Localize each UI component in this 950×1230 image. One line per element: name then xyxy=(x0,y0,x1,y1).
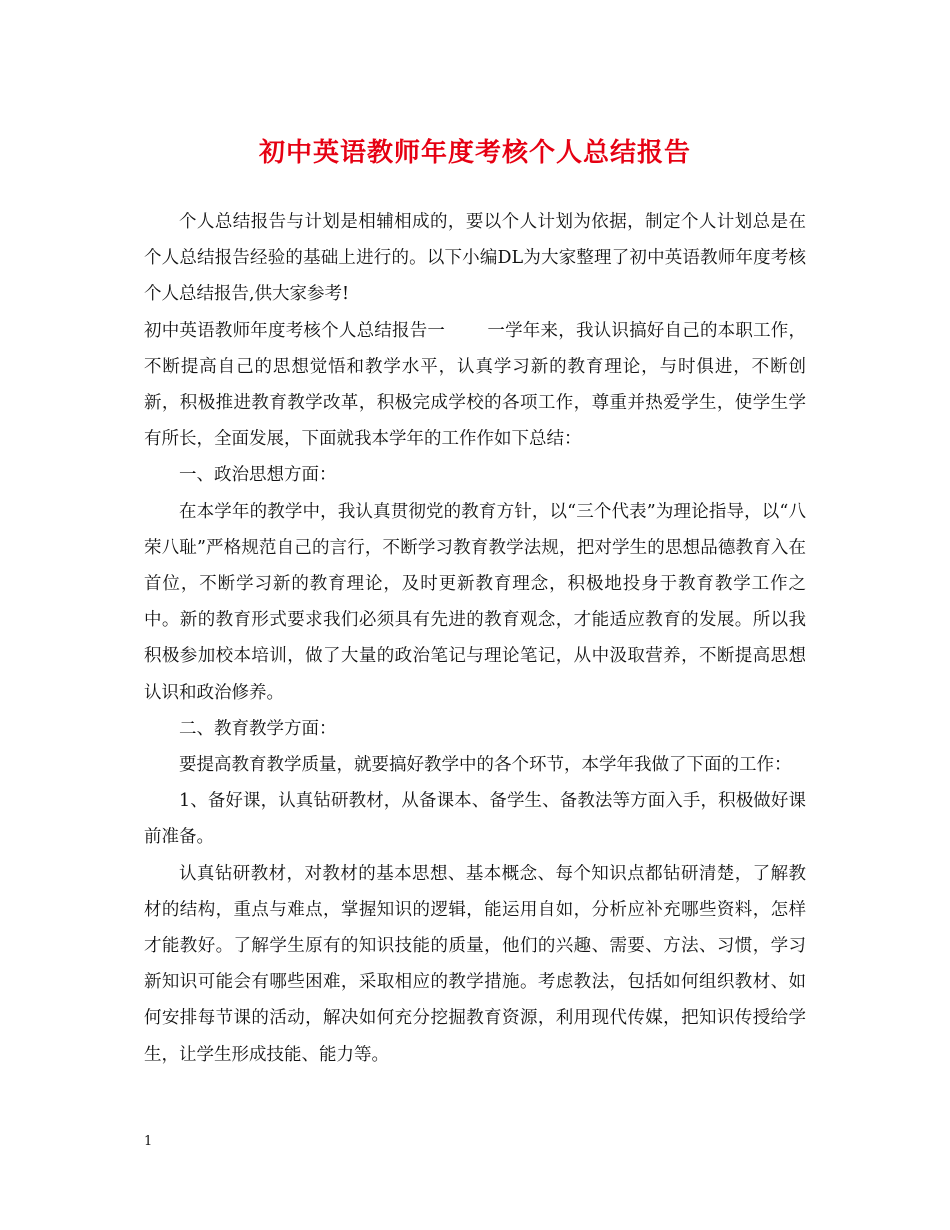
page-number: 1 xyxy=(144,1134,153,1149)
section-heading: 初中英语教师年度考核个人总结报告一 xyxy=(144,320,446,341)
paragraph-study-materials: 认真钻研教材，对教材的基本思想、基本概念、每个知识点都钻研清楚，了解教材的结构，重点与难点，掌握知识的逻辑，能运用自如，分析应补充哪些资料，怎样才能教好。了解学生原有的知识技能的质量，他们的兴趣、需要、方法、习惯，学习新知识可能会有哪些困难，采取相应的教学措施。考虑教法，包括如何组织教材、如何安排每节课的活动，解决如何充分挖掘教育资源，利用现代传媒，把知识传授给学生，让学生形成技能、能力等。 xyxy=(144,863,806,1065)
heading-teaching: 二、教育教学方面： xyxy=(179,718,337,739)
document-title: 初中英语教师年度考核个人总结报告 xyxy=(258,138,691,168)
section-lead: 一学年来，我认识搞好自己的本职工作，不断提高自己的思想觉悟和教学水平，认真学习新的教育理论，与时俱进，不断创新，积极推进教育教学改革，积极完成学校的各项工作，尊重并热爱学生，使学生学有所长，全面发展，下面就我本学年的工作作如下总结： xyxy=(144,320,807,450)
paragraph-political: 在本学年的教学中，我认真贯彻党的教育方针，以“三个代表”为理论指导，以“八荣八耻”严格规范自己的言行，不断学习教育教学法规，把对学生的思想品德教育入在首位，不断学习新的教育理论，及时更新教育理念，积极地投身于教育教学工作之中。新的教育形式要求我们必须具有先进的教育观念，才能适应教育的发展。所以我积极参加校本培训，做了大量的政治笔记与理论笔记，从中汲取营养，不断提高思想认识和政治修养。 xyxy=(144,501,806,703)
paragraph-lesson-prep: 1、备好课，认真钻研教材，从备课本、备学生、备教法等方面入手，积极做好课前准备。 xyxy=(144,791,806,848)
document-body xyxy=(144,204,806,1073)
paragraph-teaching-intro: 要提高教育教学质量，就要搞好教学中的各个环节，本学年我做了下面的工作： xyxy=(179,755,792,776)
heading-political: 一、政治思想方面： xyxy=(179,465,337,486)
intro-paragraph: 个人总结报告与计划是相辅相成的，要以个人计划为依据，制定个人计划总是在个人总结报告经验的基础上进行的。以下小编DL为大家整理了初中英语教师年度考核个人总结报告,供大家参考! xyxy=(144,212,806,305)
section-paragraph xyxy=(144,313,806,458)
